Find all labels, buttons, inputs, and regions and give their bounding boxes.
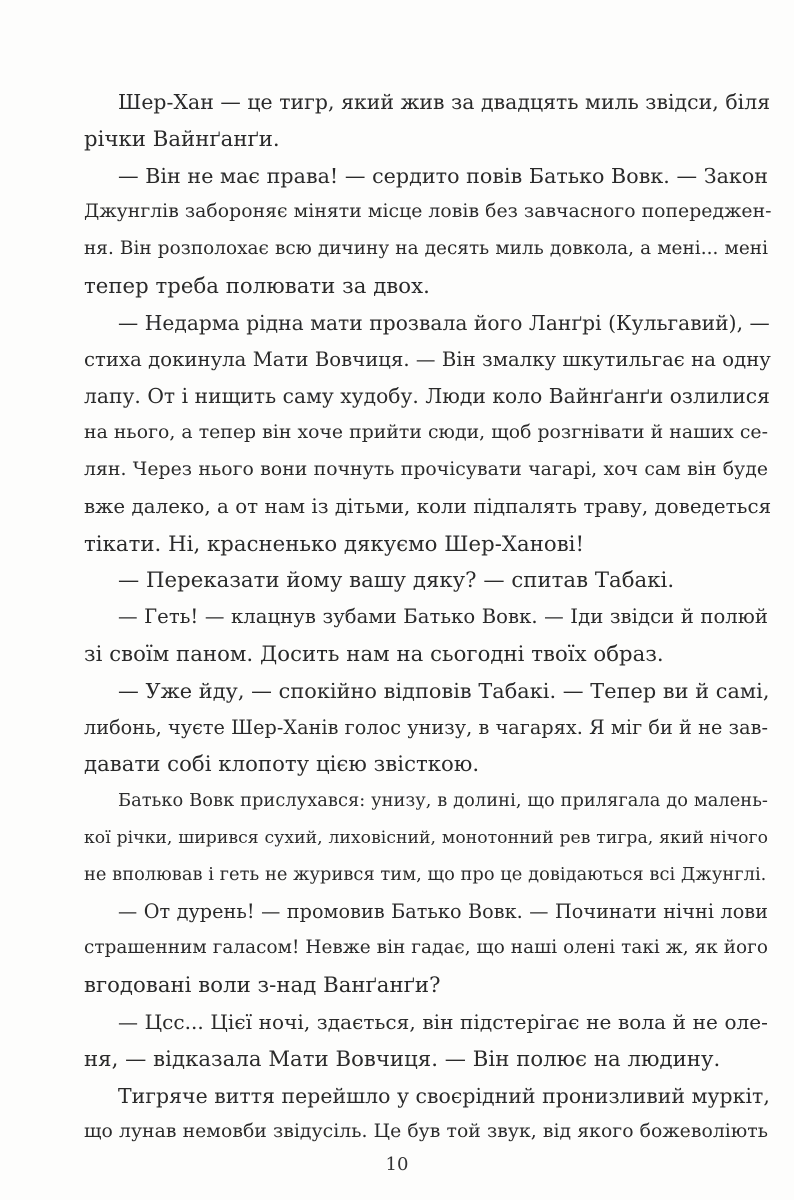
text-line: зі своїм паном. Досить нам на сьогодні твоїх образ. [84, 640, 664, 666]
text-line: Батько Вовк прислухався: унизу, в долині, що прилягала до малень- [118, 790, 768, 812]
text-line: не вполював і геть не журився тим, що про це довідаються всі Джунглі. [84, 863, 767, 885]
text-line: ня, — відказала Мати Вовчиця. — Він полює на людину. [84, 1045, 721, 1071]
text-line: либонь, чуєте Шер-Ханів голос унизу, в чагарях. Я міг би й не зав- [84, 715, 768, 739]
text-line: — Геть! — клацнув зубами Батько Вовк. — Іди звідси й полюй [118, 605, 768, 629]
text-line: — Уже йду, — спокійно відповів Табакі. — Тепер ви й самі, [118, 678, 770, 703]
text-line: Джунглів забороняє міняти місце ловів без завчасного попереджен- [84, 201, 772, 223]
text-line: кої річки, ширився сухий, лиховісний, монотонний рев тигра, який нічого [84, 827, 768, 848]
text-line: — Недарма рідна мати прозвала його Ланґрі (Кульгавий), — [118, 310, 770, 335]
text-line: тікати. Ні, красненько дякуємо Шер-Ханові! [84, 530, 585, 556]
body-text [84, 84, 772, 1151]
text-line: на нього, а тепер він хоче прийти сюди, щоб розгнівати й наших се- [84, 422, 768, 444]
text-line: вгодовані воли з-над Ванґанґи? [84, 972, 441, 998]
text-line: вже далеко, а от нам із дітьми, коли підпалять траву, доведеться [84, 494, 772, 518]
text-line: давати собі клопоту цією звісткою. [84, 751, 480, 777]
text-line: — Переказати йому вашу дяку? — спитав Табакі. [118, 567, 675, 593]
text-line: — Він не має права! — сердито повів Батько Вовк. — Закон [118, 163, 769, 188]
text-line: стиха докинула Мати Вовчиця. — Він змалку шкутильгає на одну [84, 347, 771, 371]
text-line: річки Вайнґанґи. [84, 125, 280, 151]
text-line: лапу. От і нищить саму худобу. Люди коло Вайнґанґи озлилися [84, 384, 770, 409]
text-line: страшенним галасом! Невже він гадає, що наші олені такі ж, як його [84, 937, 768, 959]
text-line: ня. Він розполохає всю дичину на десять миль довкола, а мені... мені [84, 238, 768, 260]
text-line: — От дурень! — промовив Батько Вовк. — Починати нічні лови [118, 899, 768, 923]
text-line: тепер треба полювати за двох. [84, 272, 430, 298]
text-line: лян. Через нього вони почнуть прочісувати чагарі, хоч сам він буде [84, 458, 768, 480]
text-line: Тигряче виття перейшло у своєрідний пронизливий муркіт, [118, 1083, 770, 1108]
text-line: що лунав немовби звідусіль. Це був той звук, від якого божеволіють [84, 1121, 768, 1143]
text-line: — Цсс... Цієї ночі, здається, він підстерігає не вола й не оле- [118, 1009, 768, 1034]
page-number: 10 [385, 1154, 409, 1175]
text-line: Шер-Хан — це тигр, який жив за двадцять миль звідси, біля [118, 90, 771, 114]
